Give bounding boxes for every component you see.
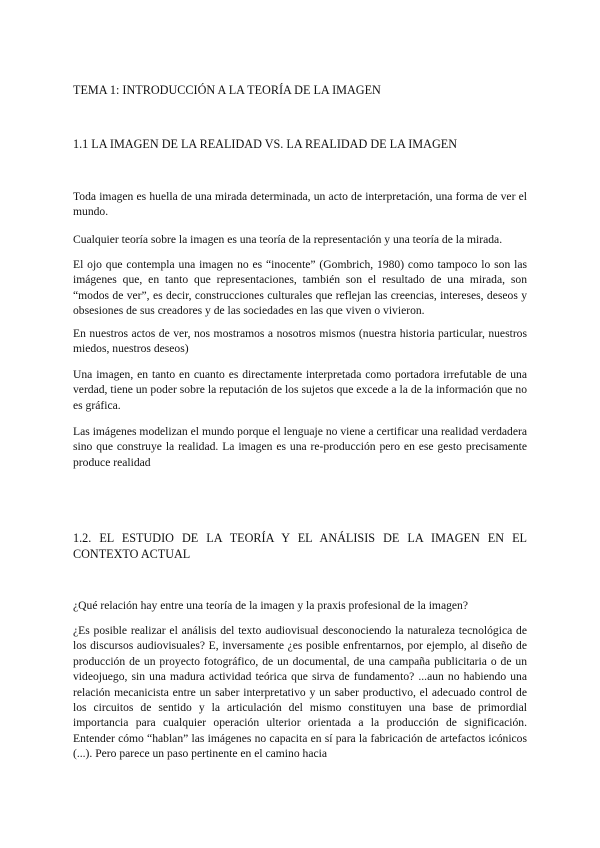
section-1-paragraph-3: El ojo que contempla una imagen no es “inocente” (Gombrich, 1980) como tampoco lo son las imágenes que, en tanto que representaciones, también son el resultado de una mirada, son “modos de ver”, es decir, construcciones culturales que reflejan las creencias, intereses, deseos y obsesiones de sus creadores y de las sociedades en las que viven o vivieron. (73, 258, 527, 318)
section-1-paragraph-6: Las imágenes modelizan el mundo porque el lenguaje no viene a certificar una realidad verdadera sino que construye la realidad. La imagen es una re-producción pero en ese gesto precisamente produce realidad (73, 425, 527, 469)
section-1-paragraph-2: Cualquier teoría sobre la imagen es una teoría de la representación y una teoría de la mirada. (73, 233, 503, 246)
section-2-paragraph-1: ¿Qué relación hay entre una teoría de la imagen y la praxis profesional de la imagen? (73, 599, 468, 612)
document-page (73, 0, 527, 848)
section-1-paragraph-1: Toda imagen es huella de una mirada determinada, un acto de interpretación, una forma de ver el mundo. (73, 190, 527, 219)
chapter-title: TEMA 1: INTRODUCCIÓN A LA TEORÍA DE LA IMAGEN (73, 83, 381, 97)
section-1-paragraph-4: En nuestros actos de ver, nos mostramos a nosotros mismos (nuestra historia particular, nuestros miedos, nuestros deseos) (73, 327, 527, 356)
section-1-title: 1.1 LA IMAGEN DE LA REALIDAD VS. LA REALIDAD DE LA IMAGEN (73, 137, 457, 151)
section-2-title: 1.2. EL ESTUDIO DE LA TEORÍA Y EL ANÁLISIS DE LA IMAGEN EN EL CONTEXTO ACTUAL (73, 531, 527, 561)
section-2-paragraph-2: ¿Es posible realizar el análisis del texto audiovisual desconociendo la naturaleza tecnológica de los discursos audiovisuales? E, inversamente ¿es posible enfrentarnos, por ejemplo, al diseño de producción de un proyecto fotográfico, de un documental, de una campaña publicitaria o de un videojuego, sin una madura actividad teórica que sirva de fundamento? ...aun no habiendo una relación mecanicista entre un saber interpretativo y un saber productivo, el adecuado control de los circuitos de sentido y la articulación del mismo constituyen una base de primordial importancia para cualquier operación ulterior orientada a la producción de significación. Entender cómo “hablan” las imágenes no capacita en sí para la fabricación de artefactos icónicos (...). Pero parece un paso pertinente en el camino hacia (73, 624, 527, 761)
section-1-paragraph-5: Una imagen, en tanto en cuanto es directamente interpretada como portadora irrefutable de una verdad, tiene un poder sobre la reputación de los sujetos que excede a la de la información que no es gráfica. (73, 368, 527, 412)
